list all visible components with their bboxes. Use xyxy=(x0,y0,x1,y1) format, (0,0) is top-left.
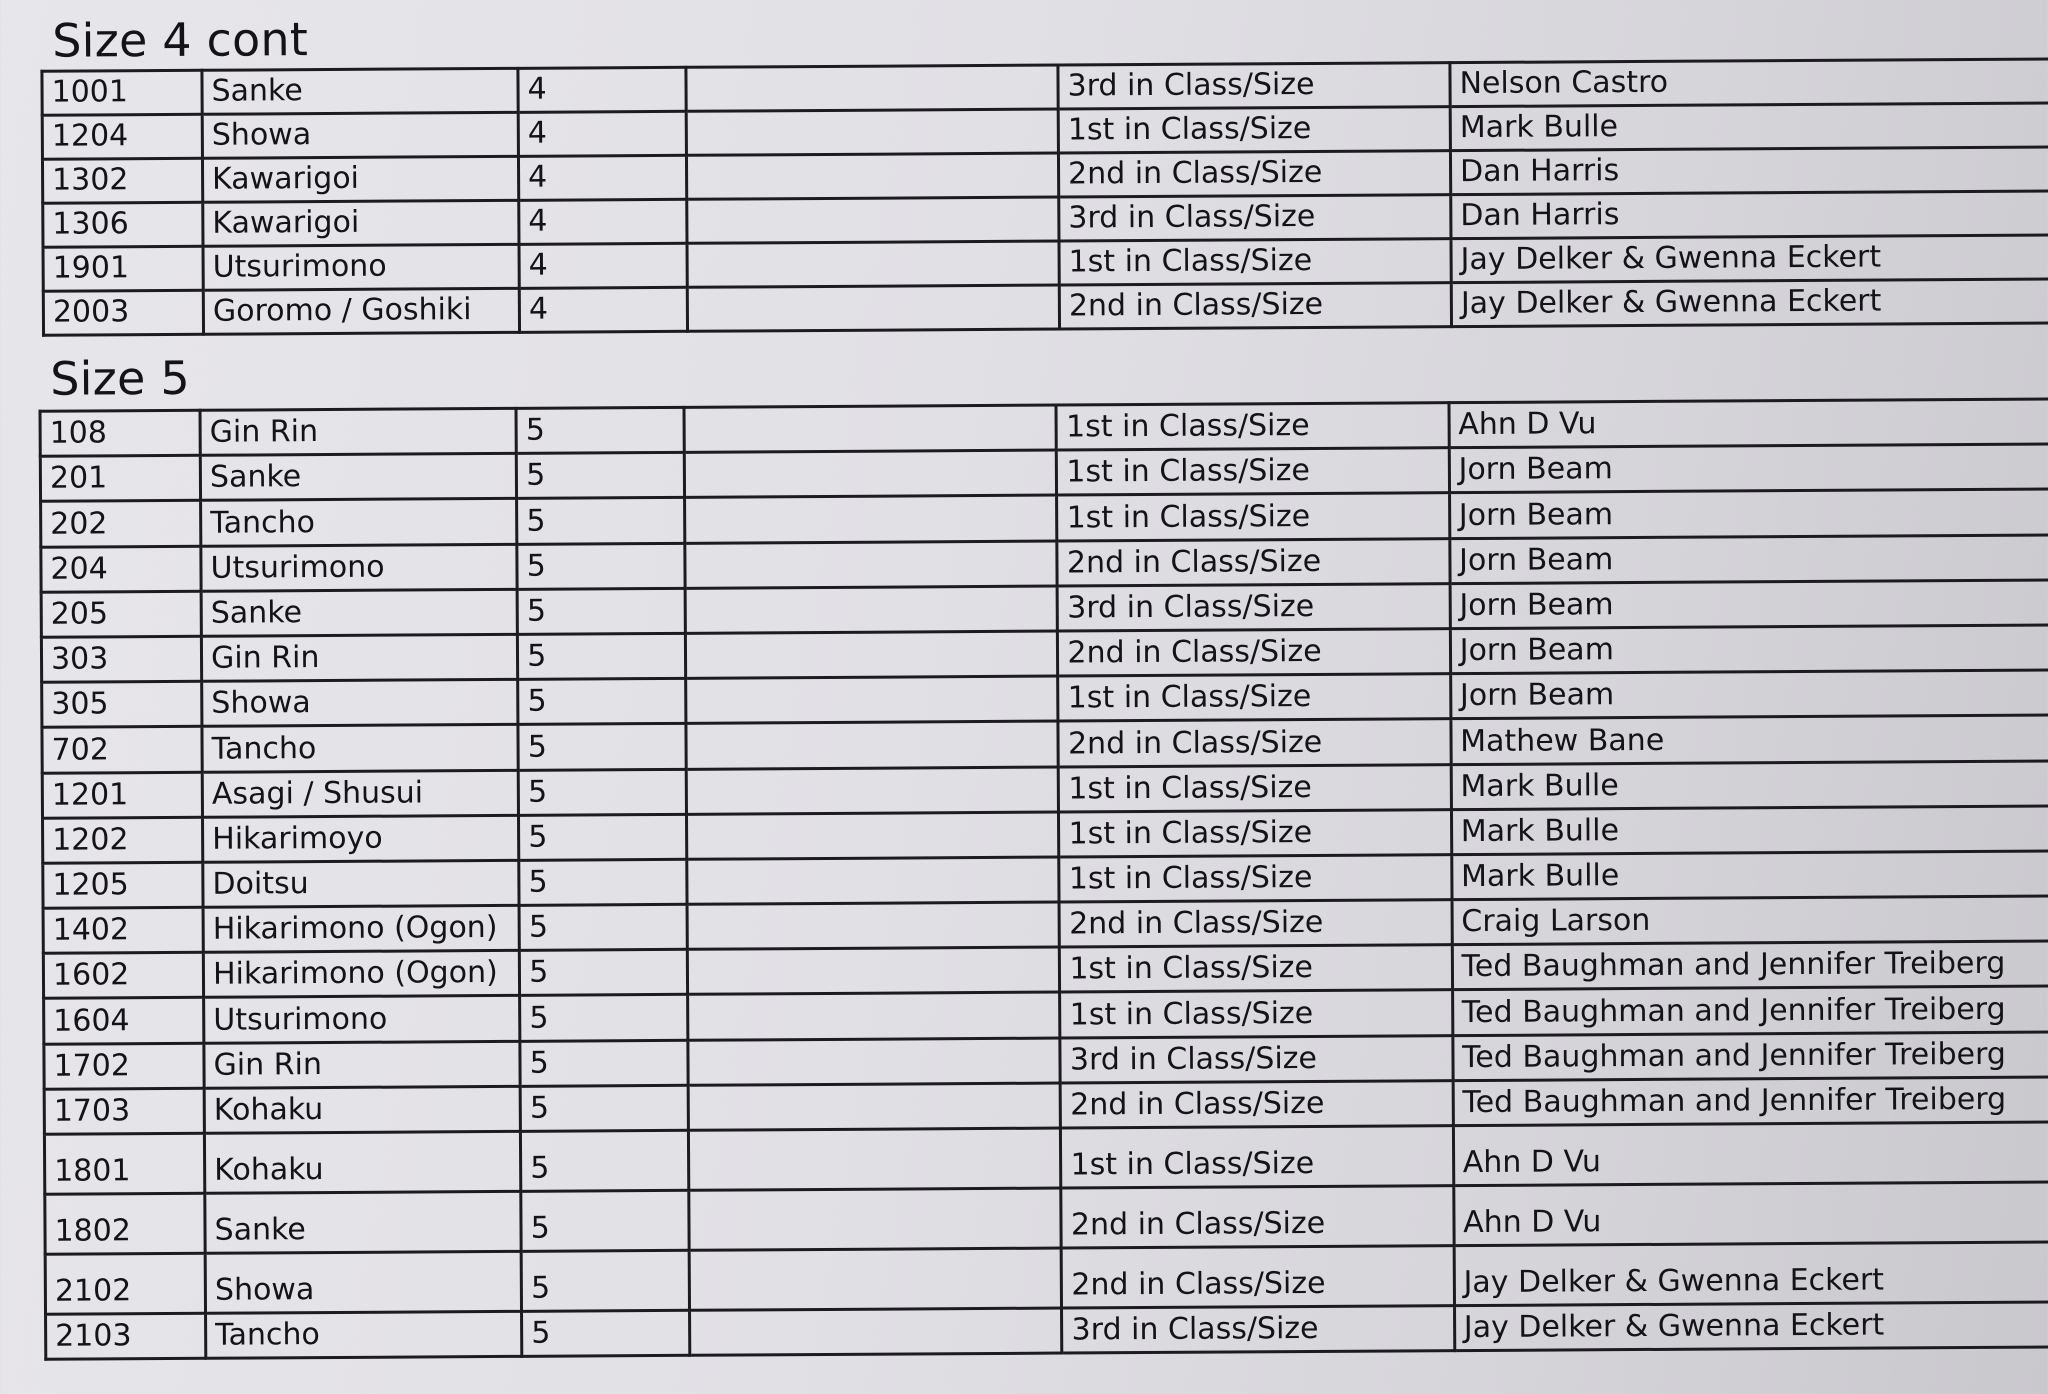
variety-cell: Showa xyxy=(202,112,518,158)
variety-cell: Hikarimono (Ogon) xyxy=(203,951,519,998)
blank-cell xyxy=(689,1248,1062,1310)
size-cell: 5 xyxy=(518,724,686,770)
award-cell: 1st in Class/Size xyxy=(1059,764,1451,812)
entry-number-cell: 1602 xyxy=(43,953,203,999)
variety-cell: Tancho xyxy=(206,1311,522,1358)
award-cell: 1st in Class/Size xyxy=(1056,403,1448,451)
owner-cell: Ted Baughman and Jennifer Treiberg xyxy=(1453,1077,2048,1126)
variety-cell: Gin Rin xyxy=(201,634,517,681)
award-cell: 2nd in Class/Size xyxy=(1058,629,1450,677)
blank-cell xyxy=(690,1308,1062,1355)
entry-number-cell: 202 xyxy=(41,501,201,547)
variety-cell: Utsurimono xyxy=(204,996,520,1043)
variety-cell: Kawarigoi xyxy=(202,156,518,202)
blank-cell xyxy=(686,721,1058,768)
blank-cell xyxy=(685,586,1057,633)
entry-number-cell: 1201 xyxy=(42,772,202,818)
variety-cell: Hikarimono (Ogon) xyxy=(203,905,519,952)
entry-number-cell: 1703 xyxy=(44,1088,204,1134)
size-cell: 4 xyxy=(519,287,687,332)
size-cell: 5 xyxy=(516,407,684,453)
blank-cell xyxy=(688,947,1060,994)
variety-cell: Kohaku xyxy=(204,1086,520,1133)
size-cell: 5 xyxy=(519,859,687,905)
size-cell: 5 xyxy=(519,814,687,860)
entry-number-cell: 1802 xyxy=(45,1193,205,1254)
blank-cell xyxy=(686,153,1058,199)
blank-cell xyxy=(686,65,1058,111)
owner-cell: Jay Delker & Gwenna Eckert xyxy=(1451,279,2048,327)
owner-cell: Dan Harris xyxy=(1450,147,2048,195)
award-cell: 2nd in Class/Size xyxy=(1058,719,1450,767)
blank-cell xyxy=(684,405,1056,452)
entry-number-cell: 1001 xyxy=(42,70,202,115)
award-cell: 2nd in Class/Size xyxy=(1061,1186,1454,1248)
owner-cell: Craig Larson xyxy=(1452,896,2048,945)
award-cell: 3rd in Class/Size xyxy=(1062,1306,1454,1354)
owner-cell: Jorn Beam xyxy=(1450,670,2048,719)
variety-cell: Utsurimono xyxy=(203,244,519,290)
size-cell: 5 xyxy=(517,588,685,634)
variety-cell: Hikarimoyo xyxy=(203,815,519,862)
entry-number-cell: 1205 xyxy=(43,862,203,908)
award-cell: 1st in Class/Size xyxy=(1058,107,1450,153)
variety-cell: Sanke xyxy=(201,589,517,636)
entry-number-cell: 1702 xyxy=(44,1043,204,1089)
variety-cell: Asagi / Shusui xyxy=(202,770,518,817)
size-cell: 4 xyxy=(518,67,686,112)
award-cell: 1st in Class/Size xyxy=(1059,855,1451,903)
size-cell: 4 xyxy=(518,111,686,156)
award-cell: 1st in Class/Size xyxy=(1060,990,1452,1038)
award-cell: 2nd in Class/Size xyxy=(1061,1080,1453,1128)
size-cell: 5 xyxy=(519,904,687,950)
award-cell: 1st in Class/Size xyxy=(1057,448,1449,496)
variety-cell: Tancho xyxy=(202,725,518,772)
variety-cell: Sanke xyxy=(205,1191,522,1253)
entry-number-cell: 1202 xyxy=(42,817,202,863)
size-cell: 5 xyxy=(518,769,686,815)
blank-cell xyxy=(688,1083,1060,1130)
blank-cell xyxy=(686,109,1058,155)
entry-number-cell: 204 xyxy=(41,546,201,592)
entry-number-cell: 201 xyxy=(40,455,200,501)
blank-cell xyxy=(687,285,1059,331)
blank-cell xyxy=(687,197,1059,243)
award-cell: 1st in Class/Size xyxy=(1059,239,1451,285)
owner-cell: Mark Bulle xyxy=(1450,103,2048,151)
size-cell: 5 xyxy=(520,995,688,1041)
variety-cell: Sanke xyxy=(200,454,516,501)
variety-cell: Kohaku xyxy=(205,1131,522,1193)
owner-cell: Ted Baughman and Jennifer Treiberg xyxy=(1453,1031,2048,1080)
results-table-size-5 xyxy=(39,397,2048,1361)
variety-cell: Utsurimono xyxy=(201,544,517,591)
award-cell: 2nd in Class/Size xyxy=(1058,151,1450,197)
variety-cell: Tancho xyxy=(201,499,517,546)
blank-cell xyxy=(687,857,1059,904)
blank-cell xyxy=(685,541,1057,588)
variety-cell: Goromo / Goshiki xyxy=(203,288,519,334)
entry-number-cell: 2003 xyxy=(43,290,203,335)
owner-cell: Mark Bulle xyxy=(1451,760,2048,809)
entry-number-cell: 702 xyxy=(42,727,202,773)
award-cell: 2nd in Class/Size xyxy=(1057,538,1449,586)
entry-number-cell: 1801 xyxy=(44,1133,204,1194)
variety-cell: Showa xyxy=(205,1251,522,1313)
award-cell: 1st in Class/Size xyxy=(1058,674,1450,722)
size-cell: 5 xyxy=(517,543,685,589)
variety-cell: Showa xyxy=(202,679,518,726)
award-cell: 3rd in Class/Size xyxy=(1058,63,1450,109)
results-table-size-4 xyxy=(40,57,2048,336)
size-cell: 5 xyxy=(518,678,686,724)
blank-cell xyxy=(687,767,1059,814)
blank-cell xyxy=(687,241,1059,287)
blank-cell xyxy=(686,631,1058,678)
owner-cell: Jorn Beam xyxy=(1449,489,2048,538)
size-cell: 4 xyxy=(519,243,687,288)
owner-cell: Ahn D Vu xyxy=(1449,399,2048,448)
entry-number-cell: 303 xyxy=(41,636,201,682)
variety-cell: Doitsu xyxy=(203,860,519,907)
blank-cell xyxy=(687,902,1059,949)
size-cell: 5 xyxy=(517,498,685,544)
owner-cell: Nelson Castro xyxy=(1450,59,2048,107)
owner-cell: Ahn D Vu xyxy=(1453,1182,2048,1246)
entry-number-cell: 1901 xyxy=(43,246,203,291)
variety-cell: Gin Rin xyxy=(200,408,516,455)
owner-cell: Jorn Beam xyxy=(1449,444,2048,493)
size-cell: 5 xyxy=(521,1190,689,1251)
blank-cell xyxy=(686,676,1058,723)
blank-cell xyxy=(688,992,1060,1039)
award-cell: 1st in Class/Size xyxy=(1060,945,1452,993)
size-cell: 5 xyxy=(518,633,686,679)
size-cell: 4 xyxy=(519,199,687,244)
blank-cell xyxy=(689,1128,1062,1190)
award-cell: 3rd in Class/Size xyxy=(1059,195,1451,241)
owner-cell: Ted Baughman and Jennifer Treiberg xyxy=(1452,941,2048,990)
size-cell: 5 xyxy=(521,1250,689,1311)
owner-cell: Dan Harris xyxy=(1451,191,2048,239)
variety-cell: Sanke xyxy=(202,68,518,114)
owner-cell: Mathew Bane xyxy=(1451,715,2048,764)
entry-number-cell: 1402 xyxy=(43,907,203,953)
variety-cell: Gin Rin xyxy=(204,1041,520,1088)
award-cell: 3rd in Class/Size xyxy=(1058,583,1450,631)
owner-cell: Mark Bulle xyxy=(1451,851,2048,900)
owner-cell: Jorn Beam xyxy=(1449,534,2048,583)
entry-number-cell: 1302 xyxy=(42,158,202,203)
size-cell: 5 xyxy=(516,453,684,499)
owner-cell: Jay Delker & Gwenna Eckert xyxy=(1454,1242,2048,1306)
section-title-size-4: Size 4 cont xyxy=(52,12,309,68)
entry-number-cell: 1604 xyxy=(44,998,204,1044)
results-table-body xyxy=(42,59,2048,335)
variety-cell: Kawarigoi xyxy=(203,200,519,246)
size-cell: 5 xyxy=(520,1085,688,1131)
entry-number-cell: 2103 xyxy=(46,1313,206,1359)
award-cell: 2nd in Class/Size xyxy=(1062,1246,1455,1308)
owner-cell: Jorn Beam xyxy=(1450,580,2048,629)
award-cell: 1st in Class/Size xyxy=(1057,493,1449,541)
results-table-body xyxy=(40,399,2048,1360)
entry-number-cell: 305 xyxy=(42,681,202,727)
award-cell: 3rd in Class/Size xyxy=(1060,1035,1452,1083)
entry-number-cell: 1306 xyxy=(43,202,203,247)
owner-cell: Jay Delker & Gwenna Eckert xyxy=(1454,1302,2048,1351)
size-cell: 5 xyxy=(520,950,688,996)
blank-cell xyxy=(685,495,1057,542)
owner-cell: Ted Baughman and Jennifer Treiberg xyxy=(1452,986,2048,1035)
entry-number-cell: 2102 xyxy=(45,1253,205,1314)
owner-cell: Jay Delker & Gwenna Eckert xyxy=(1451,235,2048,283)
entry-number-cell: 108 xyxy=(40,410,200,456)
blank-cell xyxy=(685,450,1057,497)
size-cell: 5 xyxy=(520,1040,688,1086)
section-title-size-5: Size 5 xyxy=(50,350,190,406)
owner-cell: Jorn Beam xyxy=(1450,625,2048,674)
owner-cell: Ahn D Vu xyxy=(1453,1122,2048,1186)
size-cell: 5 xyxy=(521,1130,689,1191)
size-cell: 5 xyxy=(522,1310,690,1356)
blank-cell xyxy=(687,812,1059,859)
size-cell: 4 xyxy=(518,155,686,200)
award-cell: 1st in Class/Size xyxy=(1059,809,1451,857)
blank-cell xyxy=(688,1038,1060,1085)
award-cell: 1st in Class/Size xyxy=(1061,1126,1454,1188)
entry-number-cell: 205 xyxy=(41,591,201,637)
blank-cell xyxy=(689,1188,1062,1250)
owner-cell: Mark Bulle xyxy=(1451,805,2048,854)
entry-number-cell: 1204 xyxy=(42,114,202,159)
award-cell: 2nd in Class/Size xyxy=(1059,283,1451,329)
award-cell: 2nd in Class/Size xyxy=(1059,900,1451,948)
